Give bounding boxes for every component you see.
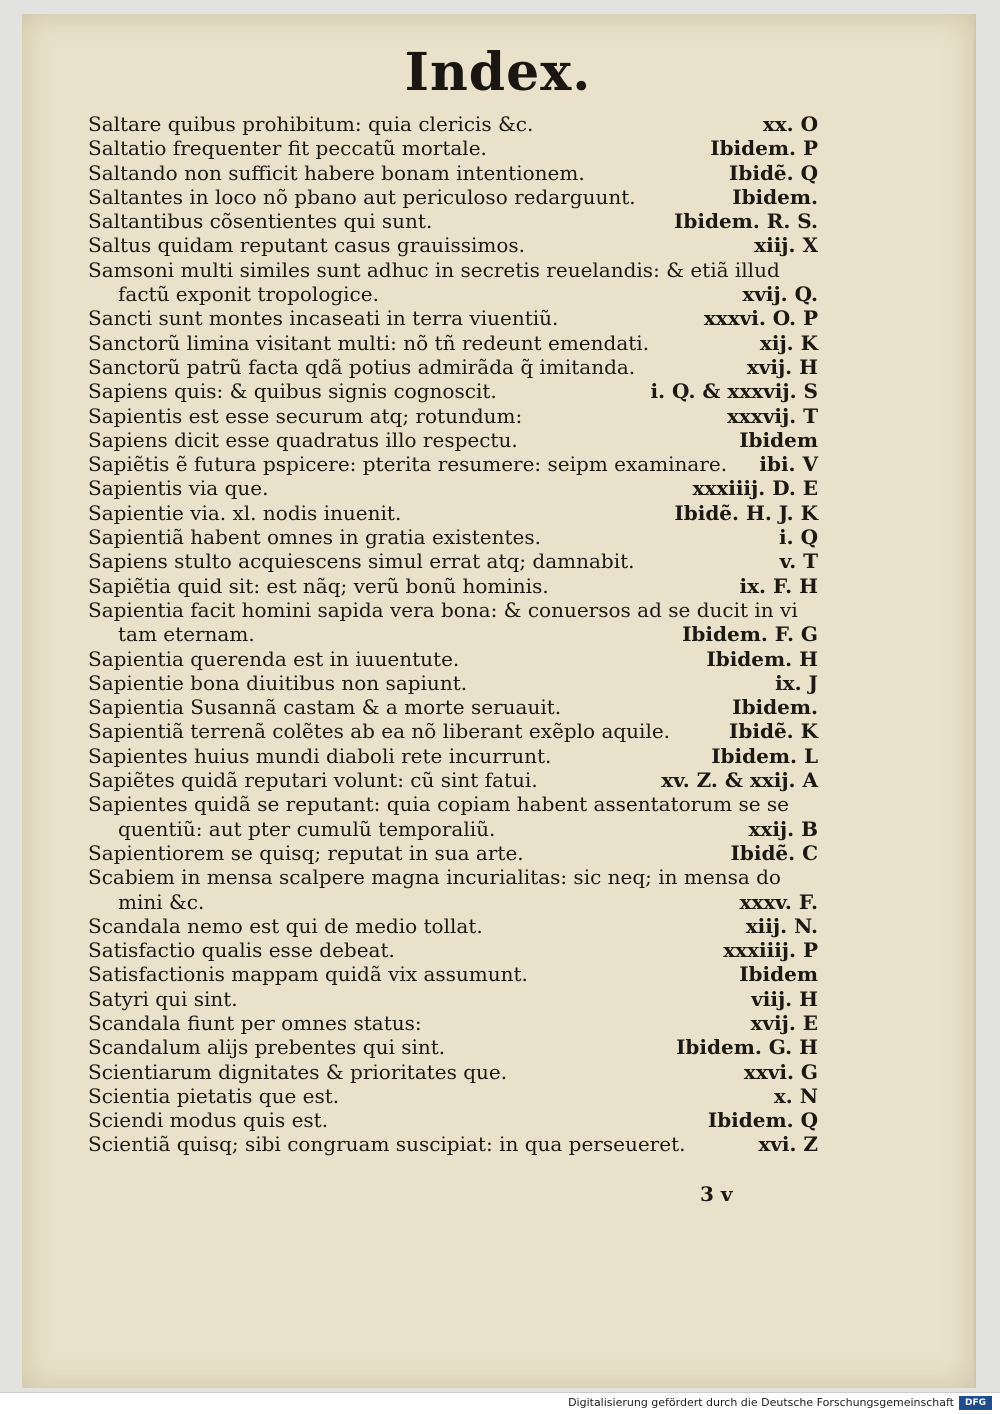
index-entry-reference: xxxv. F. xyxy=(739,889,818,914)
index-entry xyxy=(88,1035,818,1059)
index-entry-text: Sapientes quidã se reputant: quia copiam habent assentatorum se se xyxy=(88,792,790,817)
index-entry-text: Saltantibus cõsentientes qui sunt. xyxy=(88,209,433,234)
index-entry-reference: Ibidem xyxy=(739,962,818,987)
index-entry xyxy=(88,938,818,962)
index-entry-list xyxy=(88,112,818,1157)
index-entry xyxy=(88,719,818,743)
index-entry-reference: xv. Z. & xxij. A xyxy=(661,768,818,793)
index-entry-reference: Ibidem. xyxy=(732,695,818,720)
index-entry xyxy=(88,501,818,525)
index-entry xyxy=(88,962,818,986)
index-entry-reference: xxij. B xyxy=(748,816,818,841)
index-entry-text: Satisfactionis mappam quidã vix assumunt. xyxy=(88,962,528,987)
index-entry-text: Sapiẽtes quidã reputari volunt: cũ sint fatui. xyxy=(88,768,538,793)
index-entry-text: Scabiem in mensa scalpere magna incurialitas: sic neq; in mensa do xyxy=(88,865,781,890)
index-entry-reference: xxxiiij. D. E xyxy=(692,476,818,501)
index-entry-text: Sapiens quis: & quibus signis cognoscit. xyxy=(88,379,497,404)
index-entry xyxy=(88,258,818,282)
index-entry xyxy=(88,1132,818,1156)
index-entry-text: Sapientia querenda est in iuuentute. xyxy=(88,646,460,671)
index-entry-text: Saltantes in loco nõ pbano aut periculoso redarguunt. xyxy=(88,184,636,209)
index-entry-reference: xxvi. G xyxy=(743,1059,818,1084)
index-entry xyxy=(88,355,818,379)
page-title: Index. xyxy=(404,42,592,103)
index-entry-text: Sapientiã terrenã colẽtes ab ea nõ liberant exẽplo aquile. xyxy=(88,719,671,744)
index-entry xyxy=(88,136,818,160)
index-entry-text: Sciendi modus quis est. xyxy=(88,1108,329,1133)
index-entry-reference: v. T xyxy=(779,549,818,574)
index-entry-text: Scientiarum dignitates & prioritates que. xyxy=(88,1059,508,1084)
index-entry-reference: xvij. Q. xyxy=(742,282,818,307)
index-entry-text: Saltus quidam reputant casus grauissimos. xyxy=(88,233,526,258)
index-entry-reference: Ibidem. xyxy=(732,184,818,209)
index-entry-reference: xiij. X xyxy=(754,233,818,258)
index-entry xyxy=(88,476,818,500)
index-entry-text: Sapientis est esse securum atq; rotundum: xyxy=(88,403,523,428)
index-entry xyxy=(88,671,818,695)
index-entry xyxy=(88,574,818,598)
index-entry-reference: ix. J xyxy=(775,670,818,695)
index-entry-text: Sapiẽtia quid sit: est nãq; verũ bonũ hominis. xyxy=(88,573,549,598)
index-entry-reference: xvij. E xyxy=(750,1010,818,1035)
index-entry-text: Sapientie via. xl. nodis inuenit. xyxy=(88,500,402,525)
index-entry-text: quentiũ: aut pter cumulũ temporaliũ. xyxy=(118,816,496,841)
book-page xyxy=(22,14,976,1388)
index-entry-text: Satisfactio qualis esse debeat. xyxy=(88,938,395,963)
index-entry xyxy=(88,1011,818,1035)
index-entry-text: Sanctorũ patrũ facta qdã potius admirãda q̃ imitanda. xyxy=(88,354,636,379)
index-entry xyxy=(88,695,818,719)
index-entry-reference: Ibidẽ. C xyxy=(730,840,818,865)
index-entry xyxy=(88,549,818,573)
index-entry-text: Sapientiorem se quisq; reputat in sua arte. xyxy=(88,840,524,865)
index-entry-text: Scandala nemo est qui de medio tollat. xyxy=(88,913,483,938)
index-entry-text: Scandala fiunt per omnes status: xyxy=(88,1010,422,1035)
index-entry-reference: Ibidem. H xyxy=(706,646,818,671)
index-entry-text: Sapientes huius mundi diaboli rete incurrunt. xyxy=(88,743,552,768)
index-entry-reference: xij. K xyxy=(759,330,818,355)
index-entry-text: Saltatio frequenter fit peccatũ mortale. xyxy=(88,136,487,161)
index-entry xyxy=(88,792,818,816)
index-entry xyxy=(88,525,818,549)
index-entry-reference: Ibidẽ. H. J. K xyxy=(674,500,818,525)
index-entry-reference: Ibidẽ. K xyxy=(729,719,818,744)
index-entry-text: Sapientiã habent omnes in gratia existentes. xyxy=(88,525,541,550)
index-entry-reference: Ibidem. G. H xyxy=(676,1035,818,1060)
index-entry-reference: xiij. N. xyxy=(745,913,818,938)
index-entry-reference: x. N xyxy=(773,1083,818,1108)
index-entry-reference: i. Q xyxy=(779,525,818,550)
index-entry xyxy=(88,817,818,841)
dfg-logo: DFG xyxy=(959,1396,992,1410)
index-entry-text: Scientia pietatis que est. xyxy=(88,1083,340,1108)
index-entry-reference: Ibidem. F. G xyxy=(682,622,818,647)
index-entry-reference: xvij. H xyxy=(746,354,818,379)
index-entry xyxy=(88,209,818,233)
index-entry-reference: xvi. Z xyxy=(758,1132,818,1157)
index-entry-text: Sapiens stulto acquiescens simul errat atq; damnabit. xyxy=(88,549,635,574)
index-entry-text: Sapiẽtis ẽ futura pspicere: pterita resumere: seipm examinare. xyxy=(88,452,728,477)
index-entry-text: Sanctorũ limina visitant multi: nõ tñ redeunt emendati. xyxy=(88,330,650,355)
index-entry xyxy=(88,306,818,330)
index-entry-reference: xx. O xyxy=(762,112,818,136)
index-entry-text: Saltare quibus prohibitum: quia clericis &c. xyxy=(88,112,534,136)
page-signature: 3 v xyxy=(700,1182,733,1206)
index-entry-text: Sapiens dicit esse quadratus illo respectu. xyxy=(88,427,518,452)
index-entry xyxy=(88,744,818,768)
footer-bar xyxy=(0,1392,1000,1414)
index-entry-text: Sancti sunt montes incaseati in terra viuentiũ. xyxy=(88,306,559,331)
index-entry xyxy=(88,331,818,355)
index-entry xyxy=(88,987,818,1011)
index-entry-text: Sapientia facit homini sapida vera bona: & conuersos ad se ducit in vi xyxy=(88,597,798,622)
index-entry-reference: viij. H xyxy=(751,986,818,1011)
index-entry xyxy=(88,1108,818,1132)
index-entry xyxy=(88,185,818,209)
index-entry-reference: Ibidẽ. Q xyxy=(729,160,818,185)
index-entry-text: mini &c. xyxy=(118,889,205,914)
index-entry-reference: Ibidem. R. S. xyxy=(674,209,818,234)
index-entry-text: Sapientia Susannã castam & a morte seruauit. xyxy=(88,695,562,720)
index-entry xyxy=(88,161,818,185)
index-entry-text: Scientiã quisq; sibi congruam suscipiat: in qua perseueret. xyxy=(88,1132,686,1157)
index-entry xyxy=(88,282,818,306)
index-entry xyxy=(88,428,818,452)
index-entry-reference: Ibidem xyxy=(739,427,818,452)
index-entry-text: Samsoni multi similes sunt adhuc in secretis reuelandis: & etiã illud xyxy=(88,257,780,282)
index-entry xyxy=(88,647,818,671)
index-entry xyxy=(88,768,818,792)
index-entry-reference: xxxiiij. P xyxy=(723,938,818,963)
index-entry xyxy=(88,914,818,938)
index-entry xyxy=(88,622,818,646)
index-entry-text: Sapientie bona diuitibus non sapiunt. xyxy=(88,670,468,695)
index-entry xyxy=(88,841,818,865)
index-entry-reference: Ibidem. P xyxy=(710,136,818,161)
index-entry-text: factũ exponit tropologice. xyxy=(118,282,379,307)
index-entry xyxy=(88,404,818,428)
index-entry-reference: Ibidem. Q xyxy=(707,1108,818,1133)
index-entry-reference: ibi. V xyxy=(759,452,818,477)
index-entry-reference: Ibidem. L xyxy=(711,743,818,768)
index-entry-text: Saltando non sufficit habere bonam intentionem. xyxy=(88,160,585,185)
index-entry xyxy=(88,112,818,136)
index-entry xyxy=(88,1084,818,1108)
index-entry-text: Satyri qui sint. xyxy=(88,986,238,1011)
index-entry-text: Scandalum alijs prebentes qui sint. xyxy=(88,1035,446,1060)
index-entry xyxy=(88,890,818,914)
index-entry-text: tam eternam. xyxy=(118,622,255,647)
index-entry xyxy=(88,865,818,889)
index-entry-reference: i. Q. & xxxvij. S xyxy=(650,379,818,404)
index-entry-text: Sapientis via que. xyxy=(88,476,269,501)
index-entry-reference: ix. F. H xyxy=(739,573,818,598)
index-entry xyxy=(88,598,818,622)
index-entry xyxy=(88,1060,818,1084)
index-entry-reference: xxxvij. T xyxy=(726,403,818,428)
index-entry xyxy=(88,233,818,257)
index-entry xyxy=(88,379,818,403)
index-entry xyxy=(88,452,818,476)
index-entry-reference: xxxvi. O. P xyxy=(703,306,818,331)
footer-credit: Digitalisierung gefördert durch die Deutsche Forschungsgemeinschaft xyxy=(568,1396,954,1409)
